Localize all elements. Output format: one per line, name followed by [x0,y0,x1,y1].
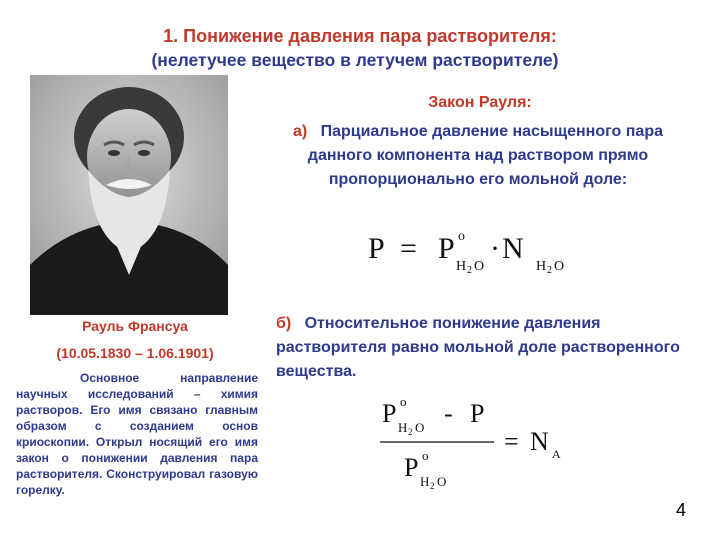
raoult-formula-b [370,392,590,502]
formula-b-n: N [530,427,549,456]
formula-b-den-sup-o: o [422,448,429,463]
biography-text: Основное направление научных исследований – химия растворов. Его имя связано главным образом с созданием основ криоскопии. Открыл носящий его имя закон о понижении давления пара растворителя. Сконструировал газовую горелку. [16,371,258,497]
page-number: 4 [676,500,687,520]
formula-b-num-p: P [470,399,485,428]
law-part-a-marker: а) [292,123,308,140]
law-part-a [268,120,688,192]
formula-b-den-sub-2: 2 [430,481,435,491]
formula-a-n: N [502,232,524,265]
formula-a-sub-h: H [456,259,467,274]
formula-a-lhs: P [368,232,385,265]
formula-b-num-sub-2: 2 [408,427,413,437]
formula-b-num-p0: P [382,399,397,428]
law-part-b-text: Относительное понижение давления растворителя равно мольной доле растворенного вещества. [276,315,680,380]
slide-subtitle: (нелетучее вещество в летучем растворителе) [151,50,559,70]
formula-b-den-p0: P [404,453,419,482]
formula-a-sub2-h: H [536,259,547,274]
formula-b-num-sub-o: O [415,420,425,435]
law-part-b-marker: б) [276,315,292,332]
raoult-formula-a [360,224,620,284]
law-title: Закон Рауля: [428,94,532,111]
formula-a-eq: = [400,232,417,265]
formula-b-num-sup-o: o [400,394,407,409]
formula-a-sub2-2: 2 [547,265,552,276]
formula-b-minus: - [444,399,453,428]
formula-a-dot: · [490,232,500,265]
formula-b-eq: = [504,427,519,456]
formula-a-p0: P [438,232,455,265]
formula-b-den-sub-h: H [420,474,430,489]
raoult-portrait-photo [30,75,228,315]
formula-a-sup-o: o [458,229,465,244]
formula-a-sub-o: O [474,259,485,274]
formula-b-sub-a: A [552,447,561,461]
portrait-caption-name: Рауль Франсуа [82,318,188,334]
portrait-caption-dates: (10.05.1830 – 1.06.1901) [56,345,214,361]
formula-b-num-sub-h: H [398,420,408,435]
law-part-b [276,312,696,384]
formula-a-sub-2: 2 [467,265,472,276]
slide-title: 1. Понижение давления пара растворителя: [163,26,557,46]
formula-a-sub2-o: O [554,259,565,274]
formula-b-den-sub-o: O [437,474,447,489]
law-part-a-text: Парциальное давление насыщенного пара данного компонента над раствором прямо пропорционально его мольной доле: [307,123,663,188]
